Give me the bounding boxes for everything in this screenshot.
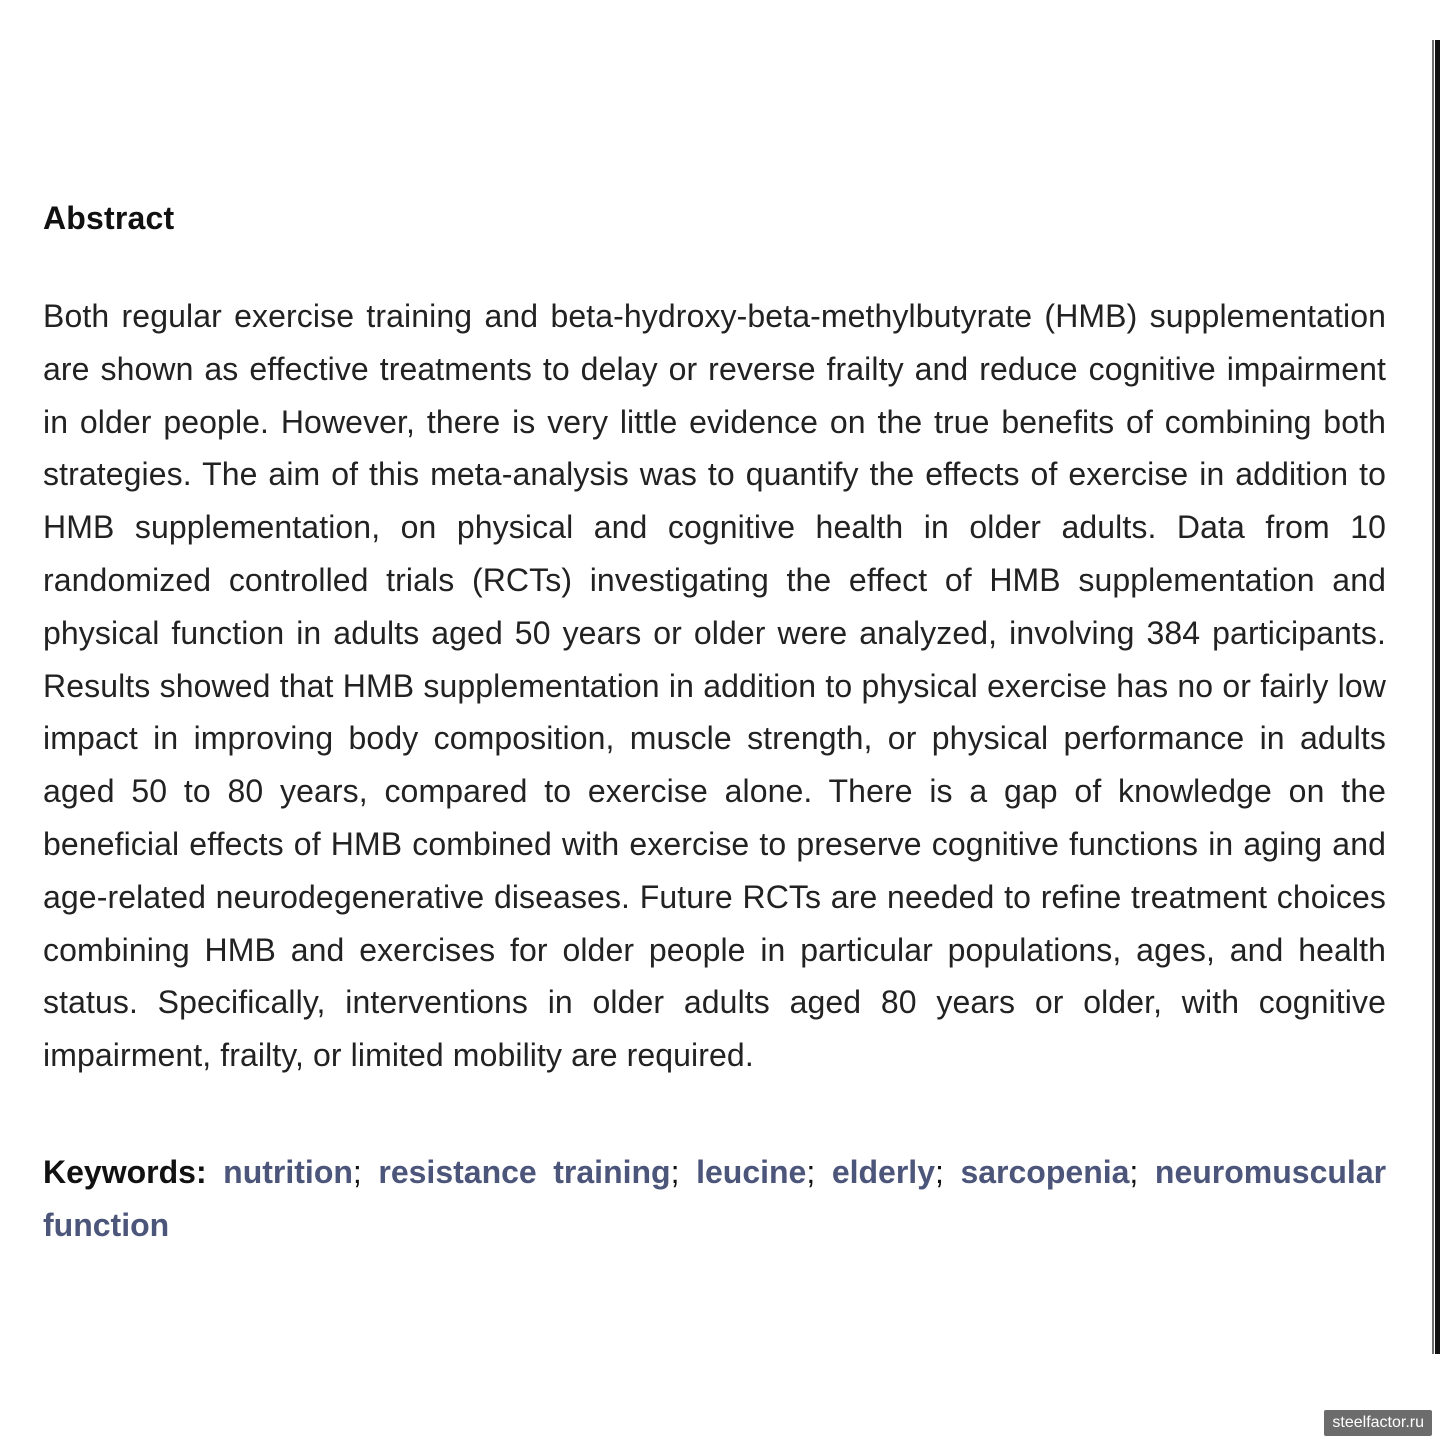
keyword-resistance-training[interactable]: resistance training bbox=[378, 1154, 671, 1190]
keywords-line bbox=[43, 1146, 1386, 1252]
abstract-body: Both regular exercise training and beta-hydroxy-beta-methylbutyrate (HMB) supplementation are shown as effective treatments to delay or reverse frailty and reduce cognitive impairment in older people. However, there is very little evidence on the true benefits of combining both strategies. The aim of this meta-analysis was to quantify the effects of exercise in addition to HMB supplementation, on physical and cognitive health in older adults. Data from 10 randomized controlled trials (RCTs) investigating the effect of HMB supplementation and physical function in adults aged 50 years or older were analyzed, involving 384 participants. Results showed that HMB supplementation in addition to physical exercise has no or fairly low impact in improving body composition, muscle strength, or physical performance in adults aged 50 to 80 years, compared to exercise alone. There is a gap of knowledge on the beneficial effects of HMB combined with exercise to preserve cognitive functions in aging and age-related neurodegenerative diseases. Future RCTs are needed to refine treatment choices combining HMB and exercises for older people in particular populations, ages, and health status. Specifically, interventions in older adults aged 80 years or older, with cognitive impairment, frailty, or limited mobility are required. bbox=[43, 298, 1386, 1074]
keyword-sarcopenia[interactable]: sarcopenia bbox=[960, 1154, 1130, 1190]
keyword-elderly[interactable]: elderly bbox=[831, 1154, 935, 1190]
keyword-separator: ; bbox=[806, 1154, 816, 1190]
page-edge-border bbox=[1435, 40, 1440, 1354]
abstract-heading: Abstract bbox=[43, 200, 175, 236]
keyword-nutrition[interactable]: nutrition bbox=[223, 1154, 353, 1190]
keyword-neuromuscular-function[interactable]: neuromuscular function bbox=[43, 1154, 1387, 1243]
keyword-separator: ; bbox=[670, 1154, 680, 1190]
keyword-separator: ; bbox=[934, 1154, 944, 1190]
keyword-separator: ; bbox=[352, 1154, 362, 1190]
keyword-leucine[interactable]: leucine bbox=[696, 1154, 807, 1190]
watermark: steelfactor.ru bbox=[1324, 1410, 1432, 1436]
keyword-separator: ; bbox=[1129, 1154, 1139, 1190]
keywords-label: Keywords: bbox=[43, 1154, 207, 1190]
